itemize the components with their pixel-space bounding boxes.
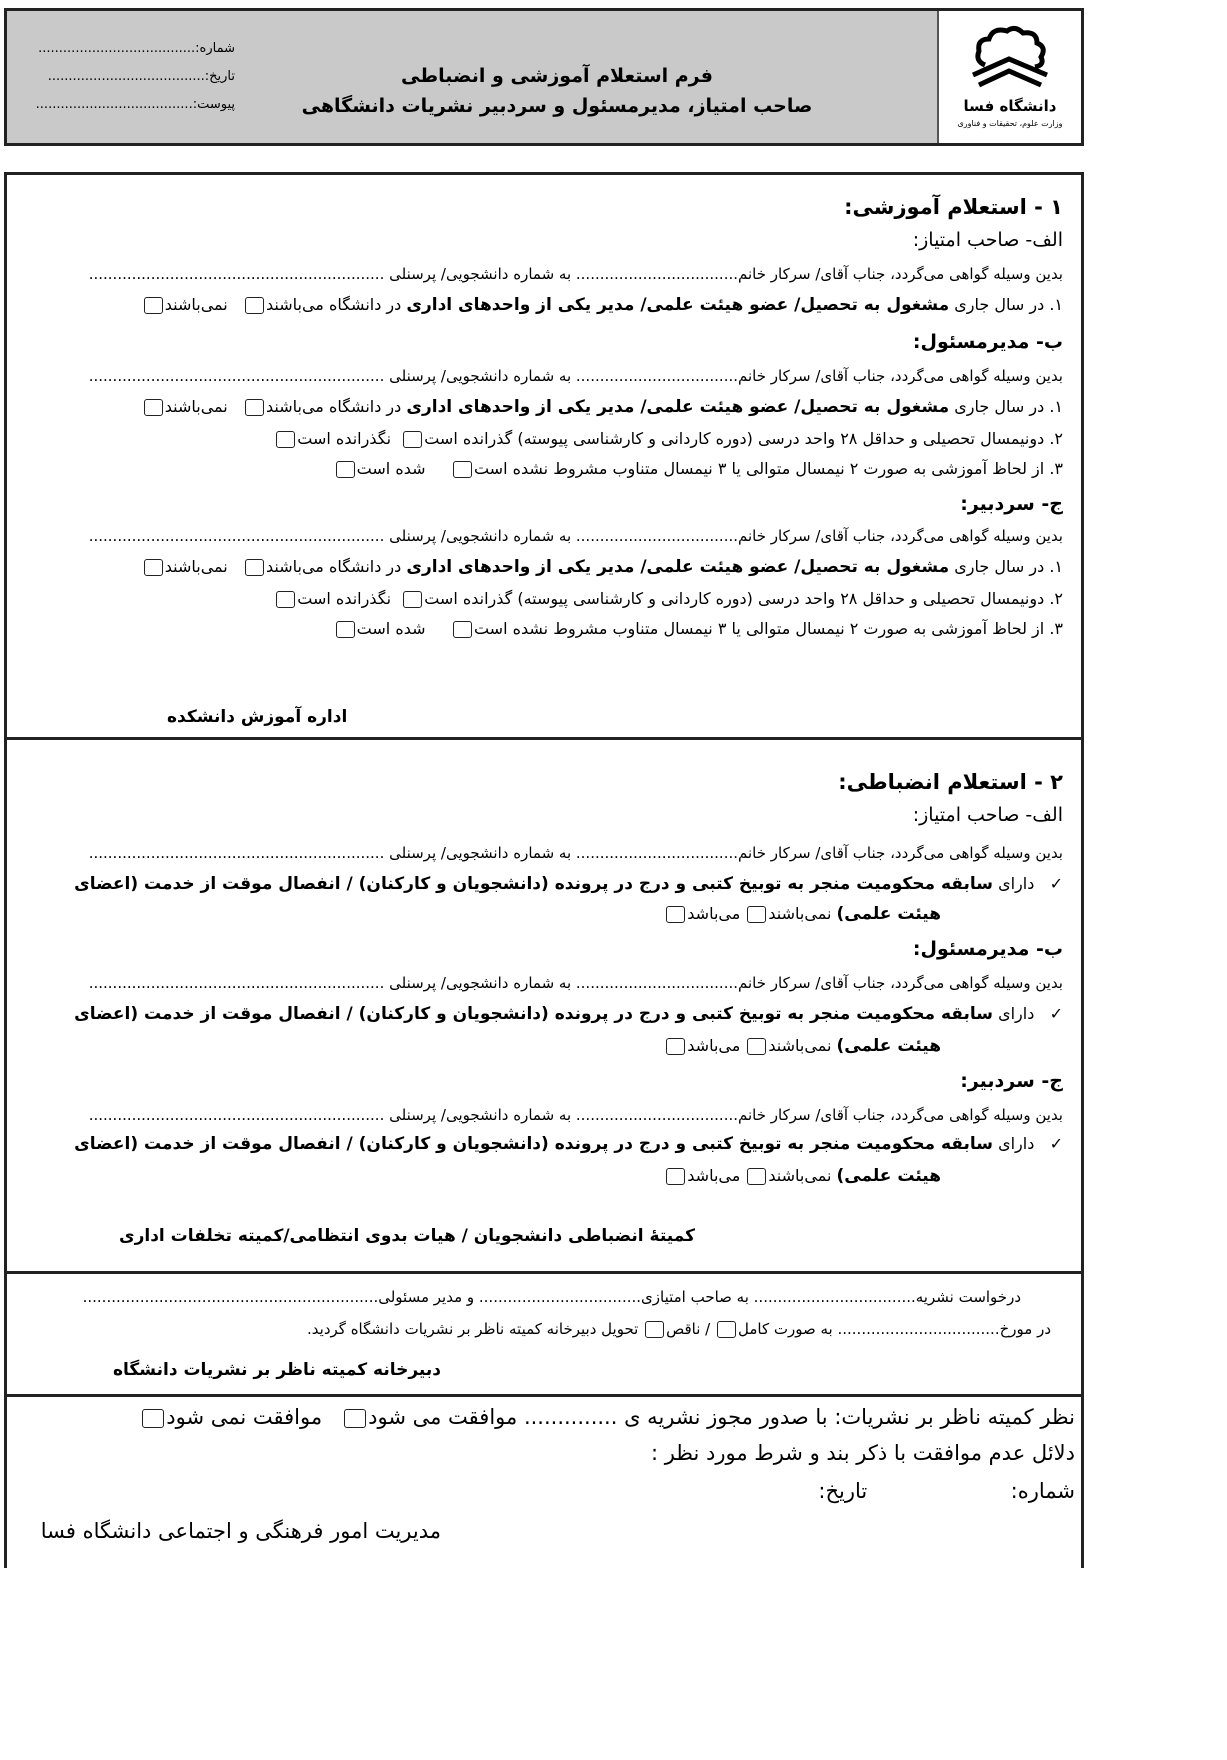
disciplinary-owner-record-line2: هیئت علمی) نمی‌باشند می‌باشد <box>37 904 941 924</box>
disciplinary-manager-heading: ب- مدیرمسئول: <box>912 938 1063 960</box>
disciplinary-owner-certify: بدین وسیله گواهی می‌گردد، جناب آقای/ سرکار خانم.................................. به شماره دانشجویی/ پرسنلی .............................................................. <box>88 844 1063 862</box>
disciplinary-signature: کمیتهٔ انضباطی دانشجویان / هیات بدوی انتظامی/کمیته تخلفات اداری <box>119 1226 696 1246</box>
educational-editor-heading: ج- سردبیر: <box>960 493 1063 515</box>
educational-owner-item1: ۱. در سال جاری مشغول به تحصیل/ عضو هیئت علمی/ مدیر یکی از واحدهای اداری در دانشگاه می‌باشند نمی‌باشند <box>37 295 1063 315</box>
disciplinary-owner-record: ✓ دارای سابقه محکومیت منجر به توبیخ کتبی و درج در پرونده (دانشجویان و کارکنان) / انفصال موقت از خدمت (اعضای <box>74 874 1063 894</box>
logo-subtext: وزارت علوم، تحقیقات و فناوری <box>957 119 1063 128</box>
disciplinary-editor-certify: بدین وسیله گواهی می‌گردد، جناب آقای/ سرکار خانم.................................. به شماره دانشجویی/ پرسنلی .............................................................. <box>88 1106 1063 1124</box>
owner-no-record-checkbox[interactable] <box>747 906 766 923</box>
committee-number-date: شماره: تاریخ: <box>818 1479 1075 1503</box>
educational-owner-heading: الف- صاحب امتیاز: <box>912 229 1063 251</box>
manager-enrolled-checkbox[interactable] <box>245 399 264 416</box>
editor-probation-checkbox[interactable] <box>336 621 355 638</box>
disciplinary-manager-record: ✓ دارای سابقه محکومیت منجر به توبیخ کتبی و درج در پرونده (دانشجویان و کارکنان) / انفصال موقت از خدمت (اعضای <box>74 1004 1063 1024</box>
educational-manager-item1: ۱. در سال جاری مشغول به تحصیل/ عضو هیئت علمی/ مدیر یکی از واحدهای اداری در دانشگاه می‌باشند نمی‌باشند <box>37 397 1063 417</box>
manager-probation-checkbox[interactable] <box>336 461 355 478</box>
owner-not-enrolled-checkbox[interactable] <box>144 297 163 314</box>
disciplinary-editor-record-line2: هیئت علمی) نمی‌باشند می‌باشد <box>37 1166 941 1186</box>
disciplinary-editor-record: ✓ دارای سابقه محکومیت منجر به توبیخ کتبی و درج در پرونده (دانشجویان و کارکنان) / انفصال موقت از خدمت (اعضای <box>74 1134 1063 1154</box>
educational-editor-certify: بدین وسیله گواهی می‌گردد، جناب آقای/ سرکار خانم.................................. به شماره دانشجویی/ پرسنلی .............................................................. <box>88 527 1063 545</box>
editor-not-enrolled-checkbox[interactable] <box>144 559 163 576</box>
committee-opinion-line: نظر کمیته ناظر بر نشریات: با صدور مجوز نشریه ی .............. موافقت می شود موافقت نمی شود <box>37 1405 1075 1429</box>
editor-has-record-checkbox[interactable] <box>666 1168 685 1185</box>
approve-checkbox[interactable] <box>344 1409 366 1428</box>
form-header <box>4 8 1084 146</box>
editor-passed-checkbox[interactable] <box>403 591 422 608</box>
manager-not-passed-checkbox[interactable] <box>276 431 295 448</box>
form-title <box>257 61 857 121</box>
disciplinary-editor-heading: ج- سردبیر: <box>960 1070 1063 1092</box>
disciplinary-manager-record-line2: هیئت علمی) نمی‌باشند می‌باشد <box>37 1036 941 1056</box>
owner-enrolled-checkbox[interactable] <box>245 297 264 314</box>
educational-editor-item2: ۲. دونیمسال تحصیلی و حداقل ۲۸ واحد درسی (دوره کاردانی و کارشناسی پیوسته) گذرانده است نگذرانده است <box>37 589 1063 608</box>
committee-signature: مدیریت امور فرهنگی و اجتماعی دانشگاه فسا <box>40 1519 441 1543</box>
form-title-line1: فرم استعلام آموزشی و انضباطی <box>401 65 713 87</box>
request-line2: در مورخ.................................. به صورت کامل / ناقص تحویل دبیرخانه کمیته ناظر بر نشریات دانشگاه گردید. <box>307 1320 1051 1338</box>
educational-signature: اداره آموزش دانشکده <box>167 707 348 727</box>
reject-checkbox[interactable] <box>142 1409 164 1428</box>
educational-owner-certify: بدین وسیله گواهی می‌گردد، جناب آقای/ سرکار خانم.................................. به شماره دانشجویی/ پرسنلی .............................................................. <box>88 265 1063 283</box>
educational-manager-item2: ۲. دونیمسال تحصیلی و حداقل ۲۸ واحد درسی (دوره کاردانی و کارشناسی پیوسته) گذرانده است نگذرانده است <box>37 429 1063 448</box>
manager-passed-checkbox[interactable] <box>403 431 422 448</box>
university-logo <box>937 11 1081 143</box>
editor-not-passed-checkbox[interactable] <box>276 591 295 608</box>
educational-inquiry-section <box>4 172 1084 738</box>
logo-emblem-icon <box>957 25 1063 97</box>
educational-heading: ۱ - استعلام آموزشی: <box>844 195 1063 219</box>
educational-manager-heading: ب- مدیرمسئول: <box>912 331 1063 353</box>
disciplinary-manager-certify: بدین وسیله گواهی می‌گردد، جناب آقای/ سرکار خانم.................................. به شماره دانشجویی/ پرسنلی .............................................................. <box>88 974 1063 992</box>
manager-not-enrolled-checkbox[interactable] <box>144 399 163 416</box>
editor-enrolled-checkbox[interactable] <box>245 559 264 576</box>
manager-not-probation-checkbox[interactable] <box>453 461 472 478</box>
educational-editor-item1: ۱. در سال جاری مشغول به تحصیل/ عضو هیئت علمی/ مدیر یکی از واحدهای اداری در دانشگاه می‌باشند نمی‌باشند <box>37 557 1063 577</box>
educational-manager-certify: بدین وسیله گواهی می‌گردد، جناب آقای/ سرکار خانم.................................. به شماره دانشجویی/ پرسنلی .............................................................. <box>88 367 1063 385</box>
request-line1: درخواست نشریه.................................. به صاحب امتیازی.................................. و مدیر مسئولی.............................................................. <box>82 1288 1021 1306</box>
disciplinary-heading: ۲ - استعلام انضباطی: <box>838 770 1063 794</box>
complete-checkbox[interactable] <box>717 1321 736 1338</box>
educational-manager-item3: ۳. از لحاظ آموزشی به صورت ۲ نیمسال متوالی یا ۳ نیمسال متناوب مشروط نشده است شده است <box>37 459 1063 478</box>
manager-has-record-checkbox[interactable] <box>666 1038 685 1055</box>
logo-text: دانشگاه فسا <box>963 97 1057 115</box>
committee-opinion-section <box>4 1394 1084 1568</box>
incomplete-checkbox[interactable] <box>645 1321 664 1338</box>
owner-has-record-checkbox[interactable] <box>666 906 685 923</box>
request-section <box>4 1271 1084 1395</box>
date-field[interactable]: تاریخ:...................................... <box>47 69 235 84</box>
editor-not-probation-checkbox[interactable] <box>453 621 472 638</box>
disciplinary-owner-heading: الف- صاحب امتیاز: <box>912 804 1063 826</box>
attachment-field[interactable]: پیوست:...................................... <box>35 97 235 112</box>
disciplinary-inquiry-section <box>4 737 1084 1271</box>
request-signature: دبیرخانه کمیته ناظر بر نشریات دانشگاه <box>113 1360 441 1380</box>
manager-no-record-checkbox[interactable] <box>747 1038 766 1055</box>
editor-no-record-checkbox[interactable] <box>747 1168 766 1185</box>
number-field[interactable]: شماره:...................................... <box>38 41 235 56</box>
form-title-line2: صاحب امتیاز، مدیرمسئول و سردبیر نشریات دانشگاهی <box>301 95 813 117</box>
rejection-reasons-line: دلائل عدم موافقت با ذکر بند و شرط مورد نظر : <box>650 1441 1075 1465</box>
educational-editor-item3: ۳. از لحاظ آموزشی به صورت ۲ نیمسال متوالی یا ۳ نیمسال متناوب مشروط نشده است شده است <box>37 619 1063 638</box>
